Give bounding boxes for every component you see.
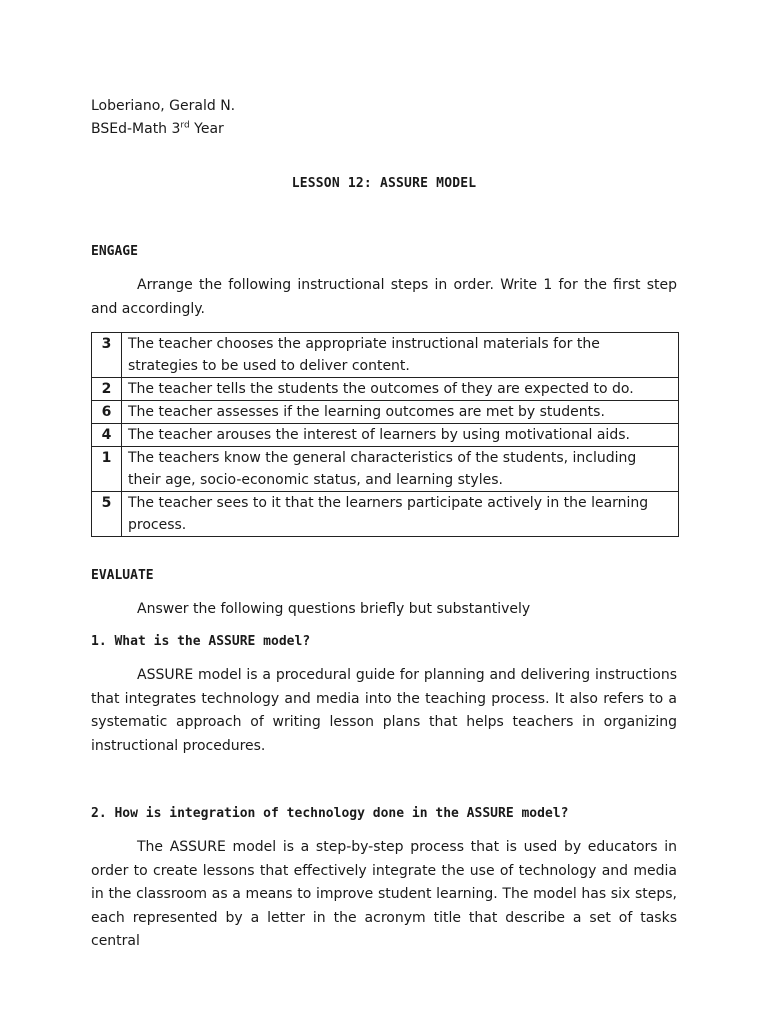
answer-1: ASSURE model is a procedural guide for planning and delivering instructions that integrates technology and media into the teaching process. It also refers to a systematic approach of writing lesson plans that helps teachers in organizing instructional procedures.	[91, 667, 677, 754]
course-prefix: BSEd-Math 3	[91, 121, 181, 137]
steps-table	[91, 332, 679, 537]
author-block	[91, 95, 235, 141]
table-row	[92, 333, 679, 378]
step-number: 5	[92, 492, 122, 537]
step-text: The teacher assesses if the learning outcomes are met by students.	[122, 401, 679, 424]
step-number: 6	[92, 401, 122, 424]
question-2: 2. How is integration of technology done in the ASSURE model?	[91, 806, 569, 821]
course-suffix: Year	[189, 121, 224, 137]
table-row	[92, 492, 679, 537]
table-row	[92, 401, 679, 424]
step-text: The teacher arouses the interest of learners by using motivational aids.	[122, 424, 679, 447]
step-number: 4	[92, 424, 122, 447]
evaluate-heading: EVALUATE	[91, 568, 154, 583]
step-number: 1	[92, 447, 122, 492]
author-course	[91, 118, 235, 141]
table-row	[92, 447, 679, 492]
step-text: The teacher sees to it that the learners participate actively in the learning process.	[122, 492, 679, 537]
course-superscript: rd	[180, 120, 190, 131]
question-1: 1. What is the ASSURE model?	[91, 634, 311, 649]
engage-heading: ENGAGE	[91, 244, 138, 259]
step-number: 2	[92, 378, 122, 401]
step-number: 3	[92, 333, 122, 378]
table-row	[92, 378, 679, 401]
lesson-title: LESSON 12: ASSURE MODEL	[291, 176, 477, 191]
evaluate-instruction: Answer the following questions briefly but substantively	[137, 601, 531, 617]
step-text: The teacher chooses the appropriate instructional materials for the strategies to be used to deliver content.	[122, 333, 679, 378]
step-text: The teachers know the general characteristics of the students, including their age, socio-economic status, and learning styles.	[122, 447, 679, 492]
answer-2: The ASSURE model is a step-by-step process that is used by educators in order to create lessons that effectively integrate the use of technology and media in the classroom as a means to improve student learning. The model has six steps, each represented by a letter in the acronym title that describe a set of tasks central	[91, 839, 677, 949]
engage-instruction: Arrange the following instructional steps in order. Write 1 for the first step and accordingly.	[91, 277, 677, 317]
author-name: Loberiano, Gerald N.	[91, 98, 236, 114]
table-row	[92, 424, 679, 447]
step-text: The teacher tells the students the outcomes of they are expected to do.	[122, 378, 679, 401]
